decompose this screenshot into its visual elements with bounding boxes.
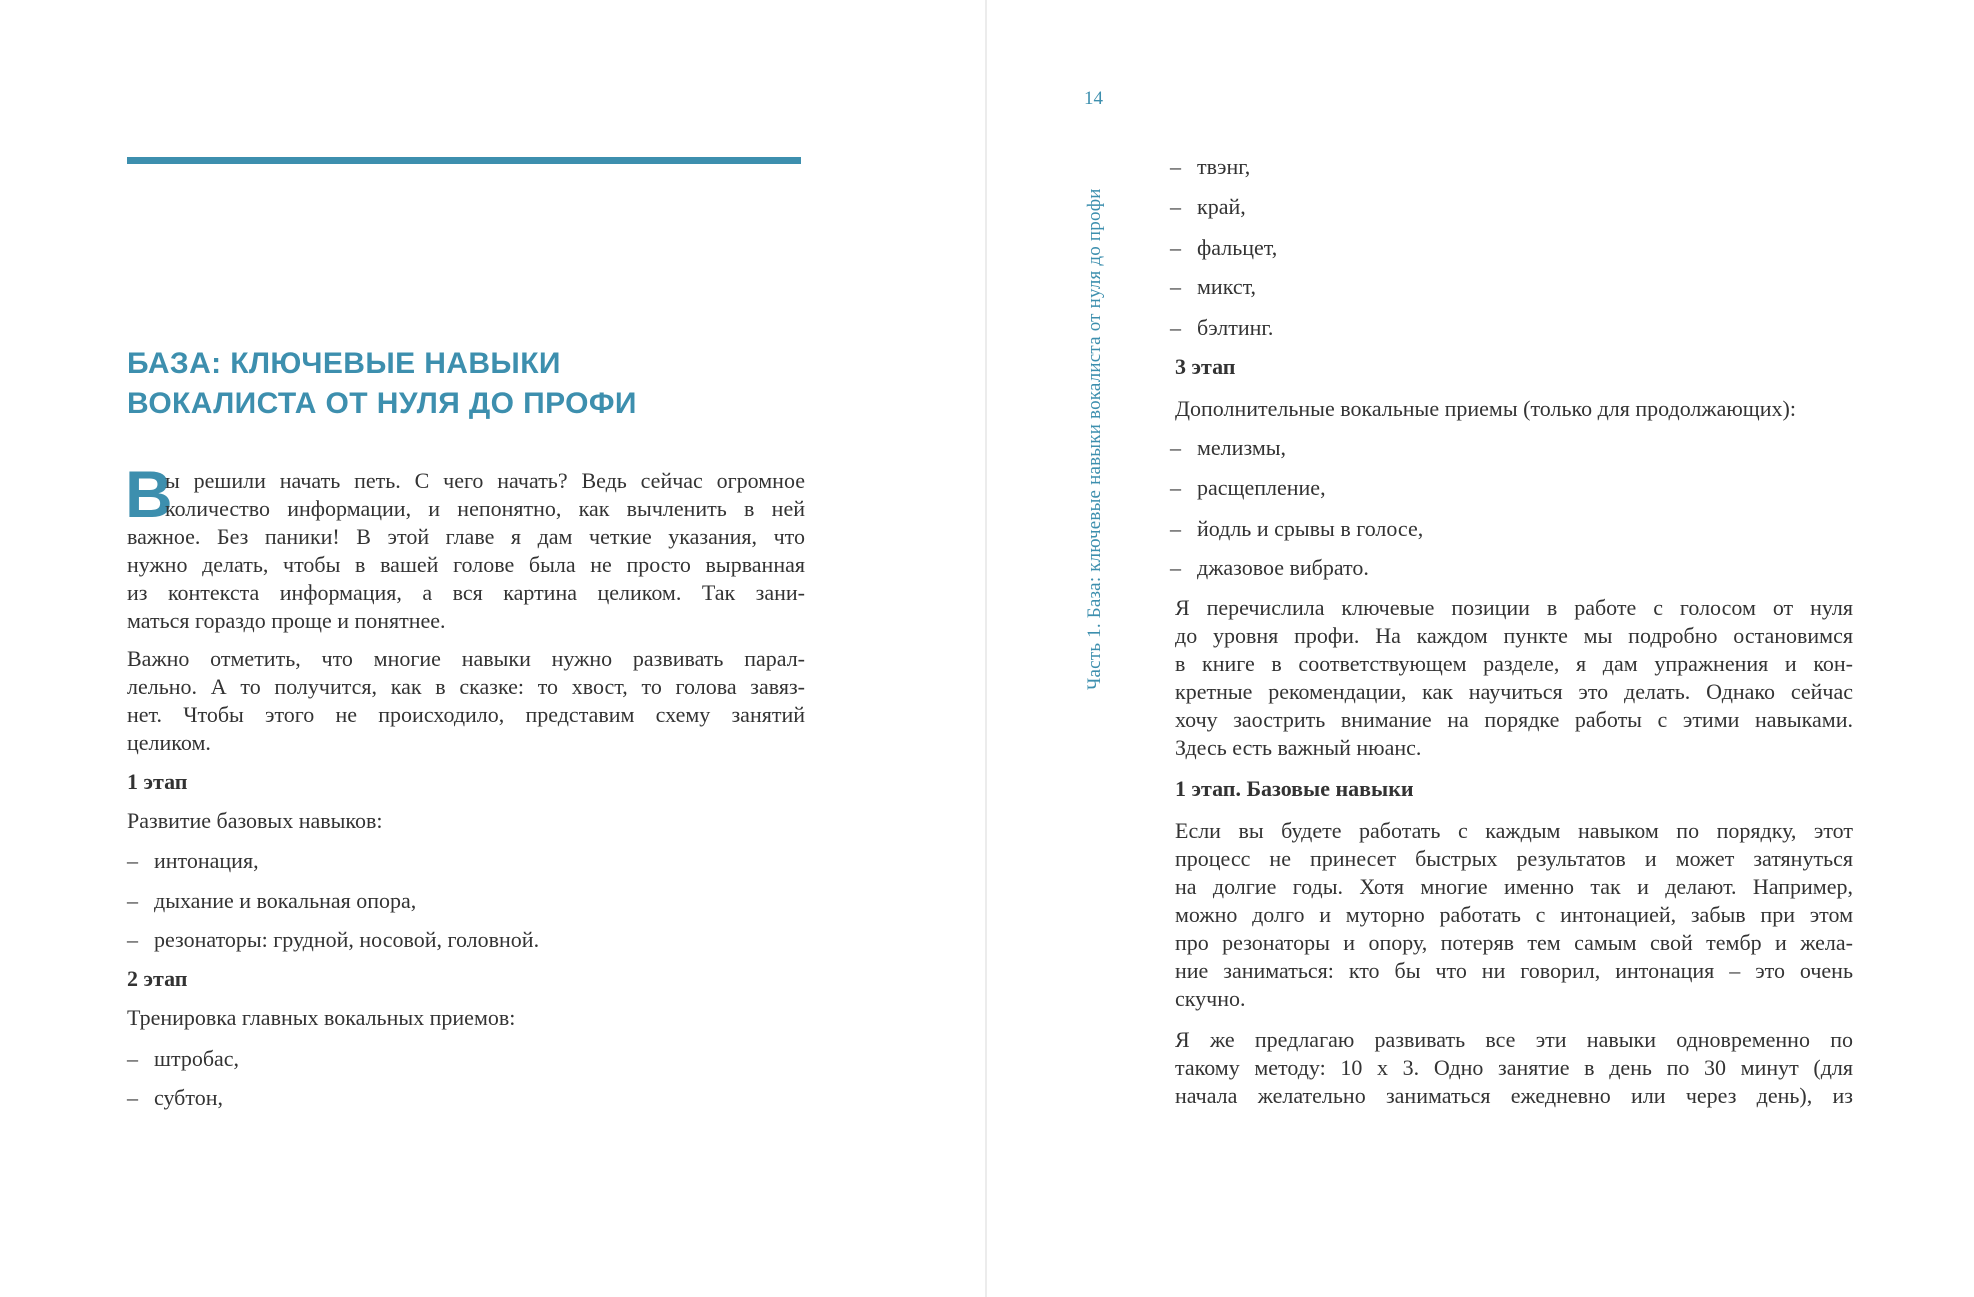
list-dash: – [1170,475,1181,500]
section-p2-line-1: Я же предлагаю развивать все эти навыки одновременно по [1175,1027,1853,1052]
chapter-top-rule [127,157,801,164]
list-item-text: мелизмы, [1197,435,1287,460]
list-item-text: твэнг, [1197,154,1251,179]
running-head-vertical: Часть 1. База: ключевые навыки вокалиста от нуля до профи [1084,188,1105,690]
list-item-text: резонаторы: грудной, носовой, головной. [154,927,540,952]
section-p1-line-6: ние заниматься: кто бы что ни говорил, интонация – это очень [1175,958,1853,983]
list-item-text: интонация, [154,848,259,873]
stage3-intro: Дополнительные вокальные приемы (только для продолжающих): [1175,396,1796,421]
list-item-text: расщепление, [1197,475,1326,500]
list-item-text: фальцет, [1197,235,1278,260]
section-p1-line-2: процесс не принесет быстрых результатов и может затянуться [1175,846,1853,871]
list-item-text: край, [1197,194,1246,219]
list-item [1170,474,1326,502]
left-page [0,0,985,1297]
list-item [1170,434,1286,462]
summary-line-1: Я перечислила ключевые позиции в работе с голосом от нуля [1175,595,1853,620]
list-item [1170,234,1277,262]
drop-cap: В [125,457,173,531]
list-item-text: бэлтинг. [1197,315,1274,340]
intro-line-4: нужно делать, чтобы в вашей голове была не просто вырванная [127,552,805,577]
page-number: 14 [1084,88,1103,109]
section-p1-line-3: на долгие годы. Хотя многие именно так и делают. Например, [1175,874,1853,899]
chapter-title [127,344,807,424]
intro-line-3: важное. Без паники! В этой главе я дам четкие указания, что [127,524,805,549]
intro-line-2: количество информации, и непонятно, как вычленить в ней [165,496,805,521]
list-item [1170,153,1250,181]
list-dash: – [1170,154,1181,179]
list-dash: – [1170,274,1181,299]
section-p2-line-2: такому методу: 10 х 3. Одно занятие в день по 30 минут (для [1175,1055,1853,1080]
list-dash: – [1170,516,1181,541]
paragraph2-line-4: целиком. [127,730,211,755]
paragraph2-line-1: Важно отметить, что многие навыки нужно развивать парал- [127,646,805,671]
stage2-intro: Тренировка главных вокальных приемов: [127,1005,516,1030]
list-dash: – [127,1085,138,1110]
list-item [127,1045,239,1073]
list-item-text: йодль и срывы в голосе, [1197,516,1424,541]
list-dash: – [1170,555,1181,580]
chapter-title-line-1: БАЗА: КЛЮЧЕВЫЕ НАВЫКИ [127,347,561,380]
summary-line-6: Здесь есть важный нюанс. [1175,735,1422,760]
summary-line-2: до уровня профи. На каждом пункте мы подробно остановимся [1175,623,1853,648]
section-p1-line-4: можно долго и муторно работать с интонацией, забыв при этом [1175,902,1853,927]
stage1-intro: Развитие базовых навыков: [127,808,383,833]
list-item-text: штробас, [154,1046,240,1071]
stage1-heading: 1 этап [127,769,188,794]
summary-line-5: хочу заострить внимание на порядке работы с этими навыками. [1175,707,1853,732]
list-item [127,887,416,915]
list-item-text: микст, [1197,274,1257,299]
list-item-text: джазовое вибрато. [1197,555,1369,580]
intro-line-5: из контекста информация, а вся картина целиком. Так зани- [127,580,805,605]
intro-line-6: маться гораздо проще и понятнее. [127,608,446,633]
list-item [127,847,259,875]
list-dash: – [127,927,138,952]
stage2-heading: 2 этап [127,966,188,991]
paragraph2-line-2: лельно. А то получится, как в сказке: то хвост, то голова завяз- [127,674,805,699]
list-item [127,1084,223,1112]
list-dash: – [1170,435,1181,460]
summary-line-4: кретные рекомендации, как научиться это делать. Однако сейчас [1175,679,1853,704]
list-item [127,926,539,954]
list-dash: – [1170,194,1181,219]
list-item-text: субтон, [154,1085,223,1110]
paragraph2-line-3: нет. Чтобы этого не происходило, представим схему занятий [127,702,805,727]
section-p1-line-5: про резонаторы и опору, потеряв тем самым свой тембр и жела- [1175,930,1853,955]
list-dash: – [127,888,138,913]
list-item [1170,515,1423,543]
section-p1-line-1: Если вы будете работать с каждым навыком по порядку, этот [1175,818,1853,843]
chapter-title-line-2: ВОКАЛИСТА ОТ НУЛЯ ДО ПРОФИ [127,387,637,420]
list-item [1170,193,1246,221]
section-heading: 1 этап. Базовые навыки [1175,776,1414,801]
list-dash: – [1170,235,1181,260]
section-p2-line-3: начала желательно заниматься ежедневно или через день), из [1175,1083,1853,1108]
list-item [1170,314,1273,342]
stage3-heading: 3 этап [1175,354,1236,379]
intro-line-1: ы решили начать петь. С чего начать? Ведь сейчас огромное [165,468,805,493]
list-item-text: дыхание и вокальная опора, [154,888,417,913]
list-dash: – [1170,315,1181,340]
section-p1-line-7: скучно. [1175,986,1246,1011]
list-dash: – [127,848,138,873]
summary-line-3: в книге в соответствующем разделе, я дам упражнения и кон- [1175,651,1853,676]
list-dash: – [127,1046,138,1071]
list-item [1170,273,1256,301]
list-item [1170,554,1369,582]
